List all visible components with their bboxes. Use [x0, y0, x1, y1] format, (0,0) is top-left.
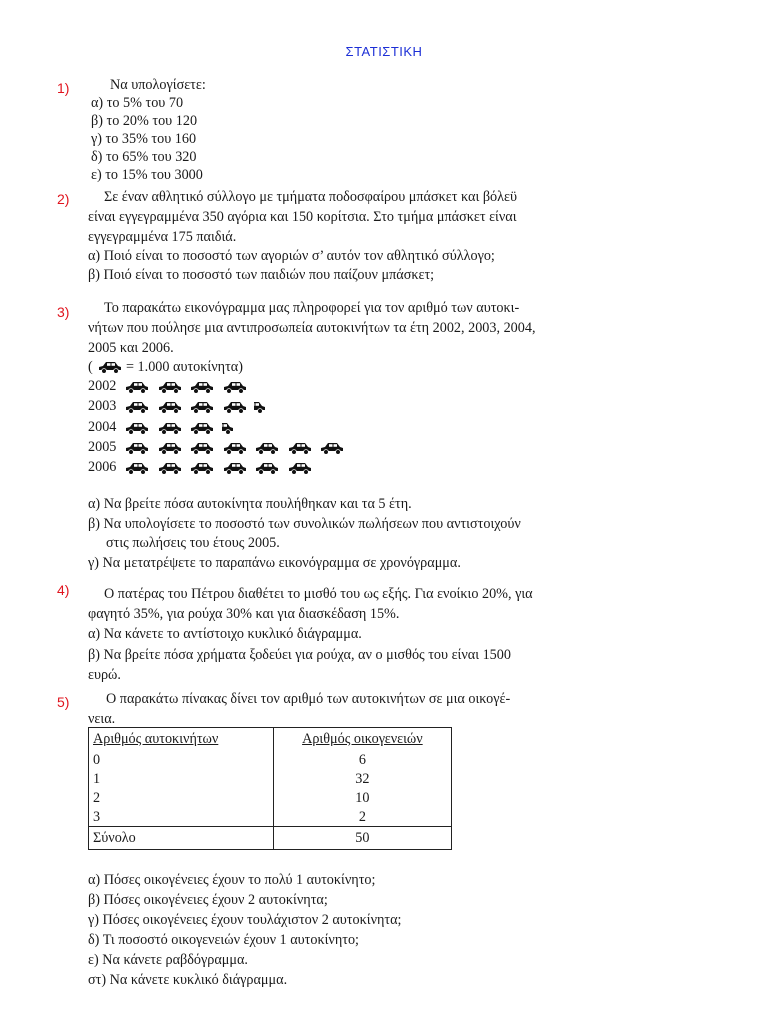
car-icon	[254, 461, 280, 475]
car-icon	[157, 400, 183, 414]
exercise-5-question: γ) Πόσες οικογένειες έχουν τουλάχιστον 2 αυτοκίνητα;	[88, 912, 402, 928]
exercise-3-question: β) Να υπολογίσετε το ποσοστό των συνολικών πωλήσεων που αντιστοιχούν	[88, 516, 521, 532]
car-icon	[222, 461, 248, 475]
car-icon	[189, 421, 215, 435]
exercise-3-question: στις πωλήσεις του έτους 2005.	[106, 535, 280, 551]
table-cell: 10	[273, 788, 451, 807]
car-icon	[254, 441, 280, 455]
table-cell: Σύνολο	[89, 827, 274, 850]
table-total-row	[89, 827, 452, 850]
exercise-5-question: στ) Να κάνετε κυκλικό διάγραμμα.	[88, 972, 288, 988]
table-cell: 32	[273, 769, 451, 788]
exercise-3-question: γ) Να μετατρέψετε το παραπάνω εικονόγραμμα σε χρονόγραμμα.	[88, 555, 461, 571]
exercise-2-text: είναι εγγεγραμμένα 350 αγόρια και 150 κορίτσια. Στο τμήμα μπάσκετ είναι	[88, 209, 517, 225]
car-icon	[124, 461, 150, 475]
car-icon	[157, 441, 183, 455]
exercise-5-question: α) Πόσες οικογένειες έχουν το πολύ 1 αυτοκίνητο;	[88, 872, 376, 888]
exercise-number: 4)	[57, 582, 70, 598]
car-icon	[189, 400, 215, 414]
exercise-4-question: β) Να βρείτε πόσα χρήματα ξοδεύει για ρούχα, αν ο μισθός του είναι 1500	[88, 647, 511, 663]
car-icon	[319, 441, 345, 455]
exercise-number: 3)	[57, 304, 70, 320]
table-cell: 2	[273, 807, 451, 827]
pictogram-legend-open: (	[88, 359, 93, 375]
car-icon	[157, 461, 183, 475]
exercise-1-item: α) το 5% του 70	[91, 95, 184, 111]
exercise-1-item: γ) το 35% του 160	[91, 131, 197, 147]
pictogram-legend-text: = 1.000 αυτοκίνητα)	[126, 359, 243, 375]
exercise-4-text: φαγητό 35%, για ρούχα 30% και για διασκέδαση 15%.	[88, 606, 400, 622]
table-header: Αριθμός οικογενειών	[273, 728, 451, 751]
car-icon	[222, 380, 248, 394]
car-icon	[287, 461, 313, 475]
car-icon	[222, 400, 248, 414]
exercise-number: 5)	[57, 694, 70, 710]
table-row	[89, 750, 452, 769]
car-icon	[222, 441, 248, 455]
car-icon	[189, 380, 215, 394]
exercise-4-question: ευρώ.	[88, 667, 121, 683]
exercise-3-text: νήτων που πούλησε μια αντιπροσωπεία αυτοκινήτων τα έτη 2002, 2003, 2004,	[88, 320, 536, 336]
exercise-5-text: νεια.	[88, 711, 116, 727]
half-car-icon	[254, 400, 267, 414]
car-icon	[157, 380, 183, 394]
car-icon	[124, 441, 150, 455]
car-icon	[124, 400, 150, 414]
table-row	[89, 769, 452, 788]
table-header: Αριθμός αυτοκινήτων	[89, 728, 274, 751]
half-car-icon	[222, 421, 235, 435]
car-icon	[189, 441, 215, 455]
exercise-number: 2)	[57, 191, 70, 207]
table-cell: 1	[89, 769, 274, 788]
car-icon	[97, 360, 123, 374]
exercise-4-text: Ο πατέρας του Πέτρου διαθέτει το μισθό του ως εξής. Για ενοίκιο 20%, για	[104, 586, 533, 602]
table-cell: 2	[89, 788, 274, 807]
exercise-3-text: Το παρακάτω εικονόγραμμα μας πληροφορεί για τον αριθμό των αυτοκι-	[104, 300, 520, 316]
car-icon	[124, 421, 150, 435]
table-cell: 0	[89, 750, 274, 769]
exercise-number: 1)	[57, 80, 70, 96]
exercise-5-question: ε) Να κάνετε ραβδόγραμμα.	[88, 952, 248, 968]
table-cell: 6	[273, 750, 451, 769]
exercise-2-question: α) Ποιό είναι το ποσοστό των αγοριών σ’ αυτόν τον αθλητικό σύλλογο;	[88, 248, 495, 264]
exercise-2-text: Σε έναν αθλητικό σύλλογο με τμήματα ποδοσφαίρου μπάσκετ και βόλεϋ	[104, 189, 517, 205]
pictogram-year: 2002	[88, 378, 117, 394]
exercise-5-question: β) Πόσες οικογένειες έχουν 2 αυτοκίνητα;	[88, 892, 328, 908]
exercise-1-item: ε) το 15% του 3000	[91, 167, 203, 183]
exercise-5-question: δ) Τι ποσοστό οικογενειών έχουν 1 αυτοκίνητο;	[88, 932, 359, 948]
exercise-1-item: δ) το 65% του 320	[91, 149, 197, 165]
table-row	[89, 807, 452, 827]
pictogram-year: 2003	[88, 398, 117, 415]
table-cell: 3	[89, 807, 274, 827]
exercise-5-text: Ο παρακάτω πίνακας δίνει τον αριθμό των αυτοκινήτων σε μια οικογέ-	[106, 691, 511, 707]
table-header-row	[89, 728, 452, 751]
exercise-3-text: 2005 και 2006.	[88, 340, 174, 356]
table-row	[89, 788, 452, 807]
car-icon	[189, 461, 215, 475]
exercise-2-text: εγγεγραμμένα 175 παιδιά.	[88, 229, 237, 245]
car-icon	[124, 380, 150, 394]
exercise-1-prompt: Να υπολογίσετε:	[110, 77, 206, 93]
exercise-2-question: β) Ποιό είναι το ποσοστό των παιδιών που παίζουν μπάσκετ;	[88, 267, 435, 283]
page-title: ΣΤΑΤΙΣΤΙΚΗ	[345, 44, 423, 59]
exercise-4-question: α) Να κάνετε το αντίστοιχο κυκλικό διάγραμμα.	[88, 626, 362, 642]
exercise-3-question: α) Να βρείτε πόσα αυτοκίνητα πουλήθηκαν και τα 5 έτη.	[88, 496, 412, 512]
table-cell: 50	[273, 827, 451, 850]
families-table	[88, 727, 452, 850]
exercise-1-item: β) το 20% του 120	[91, 113, 198, 129]
pictogram-year: 2005	[88, 438, 117, 455]
pictogram-year: 2004	[88, 418, 117, 435]
car-icon	[157, 421, 183, 435]
car-icon	[287, 441, 313, 455]
pictogram-year: 2006	[88, 459, 117, 476]
